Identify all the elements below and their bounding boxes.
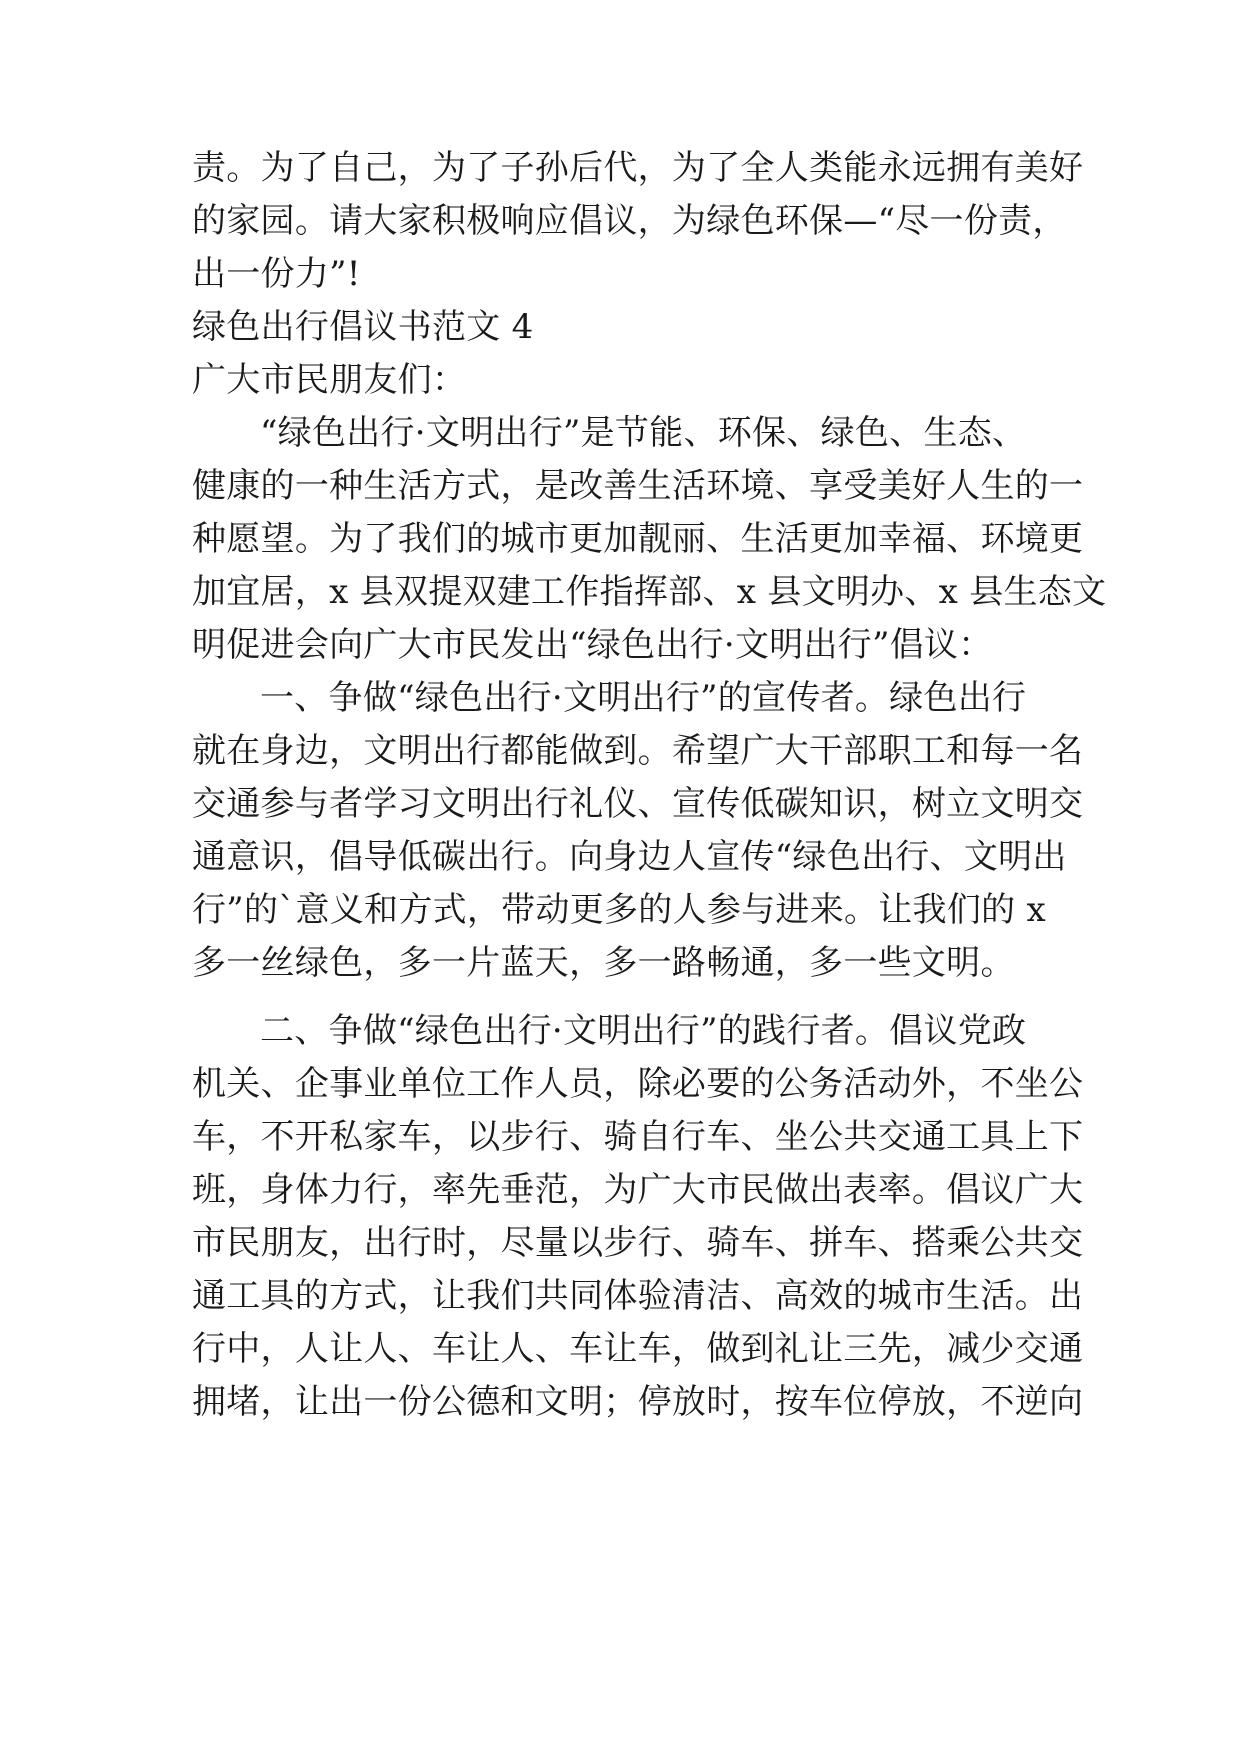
paragraph-first-line: “绿色出行·文明出行”是节能、环保、绿色、生态、 [260, 413, 1027, 453]
text-line: 通意识，倡导低碳出行。向身边人宣传“绿色出行、文明出 [192, 837, 1067, 877]
paragraph-first-line: 一、争做“绿色出行·文明出行”的宣传者。绿色出行 [260, 678, 1027, 718]
text-line: 车，不开私家车，以步行、骑自行车、坐公共交通工具上下 [192, 1117, 1084, 1157]
text-line: 行中，人让人、车让人、车让车，做到礼让三先，减少交通 [192, 1329, 1084, 1369]
text-line: 机关、企事业单位工作人员，除必要的公务活动外，不坐公 [192, 1064, 1084, 1104]
text-line: 的家园。请大家积极响应倡议，为绿色环保—“尽一份责， [192, 201, 1067, 241]
text-line: 健康的一种生活方式，是改善生活环境、享受美好人生的一 [192, 466, 1084, 506]
section-heading: 绿色出行倡议书范文 4 [192, 307, 534, 347]
text-line: 通工具的方式，让我们共同体验清洁、高效的城市生活。出 [192, 1276, 1084, 1316]
salutation: 广大市民朋友们： [192, 360, 467, 400]
text-line: 就在身边，文明出行都能做到。希望广大干部职工和每一名 [192, 731, 1084, 771]
text-line: 多一丝绿色，多一片蓝天，多一路畅通，多一些文明。 [192, 943, 1015, 983]
text-line: 明促进会向广大市民发出“绿色出行·文明出行”倡议： [192, 625, 993, 665]
text-line: 出一份力”! [192, 254, 361, 294]
text-line: 责。为了自己，为了子孙后代，为了全人类能永远拥有美好 [192, 148, 1084, 188]
paragraph-first-line: 二、争做“绿色出行·文明出行”的践行者。倡议党政 [260, 1011, 1027, 1051]
text-line: 交通参与者学习文明出行礼仪、宣传低碳知识，树立文明交 [192, 784, 1084, 824]
text-line: 行”的`意义和方式，带动更多的人参与进来。让我们的 x [192, 890, 1046, 930]
text-line: 种愿望。为了我们的城市更加靓丽、生活更加幸福、环境更 [192, 519, 1084, 559]
text-line: 市民朋友，出行时，尽量以步行、骑车、拼车、搭乘公共交 [192, 1223, 1084, 1263]
text-line: 加宜居，x 县双提双建工作指挥部、x 县文明办、x 县生态文 [192, 572, 1107, 612]
text-line: 班，身体力行，率先垂范，为广大市民做出表率。倡议广大 [192, 1170, 1084, 1210]
text-line: 拥堵，让出一份公德和文明；停放时，按车位停放，不逆向 [192, 1382, 1084, 1422]
